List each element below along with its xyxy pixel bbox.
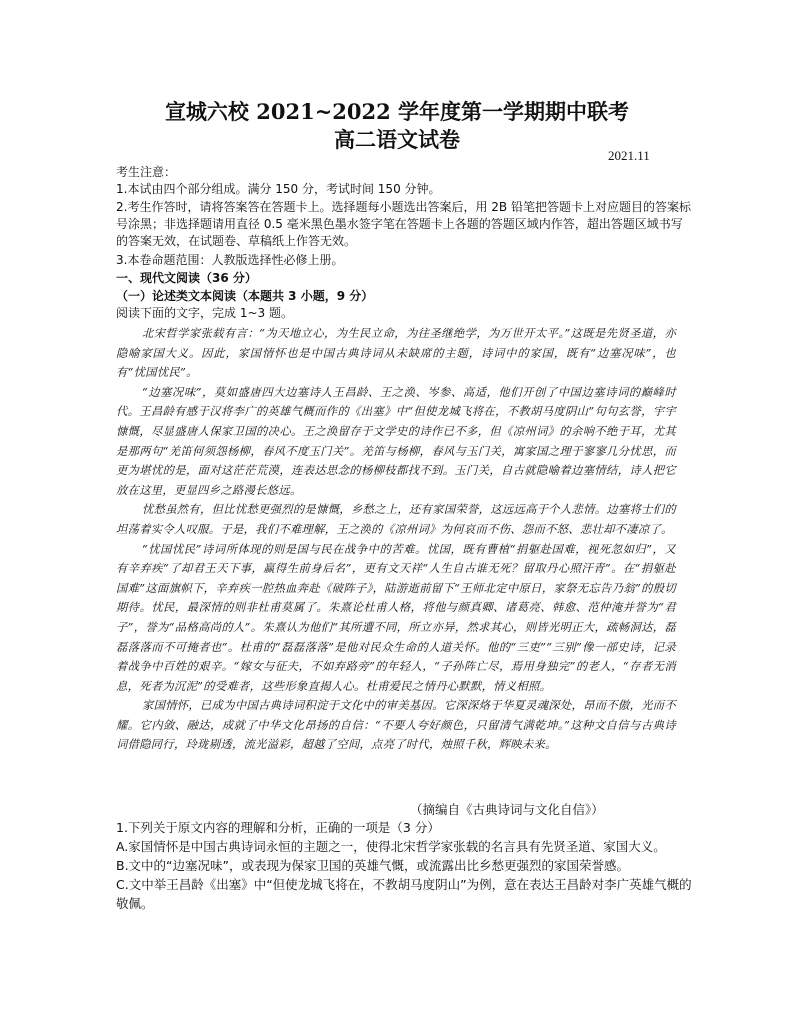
article-paragraph: “边塞况味”，莫如盛唐四大边塞诗人王昌龄、王之涣、岑参、高适，他们开创了中国边塞诗词的巅峰时代。王昌龄有感于汉将李广的英雄气概而作的《出塞》中“但使龙城飞将在，不教胡马度阴山”句句玄誉，宇宇慷慨，尽显盛唐人保家卫国的决心。王之涣留存于文学史的诗作已不多，但《凉州词》的余响不绝于耳，尤其是那两句“羌笛何须怨杨柳，春风不度玉门关”。羌笛与杨柳，春风与玉门关，寓家国之理于寥寥几分忧思，而更为堪忧的是，面对这茫茫荒漠，连表达思念的杨柳枝都找不到。玉门关，自古就隐喻着边塞情结，诗人把它放在这里，更显四乡之路漫长悠远。 [116,385,676,497]
article-paragraph: “忧国忧民”诗词所体现的则是国与民在战争中的苦难。忧国，既有曹植“捐躯赴国难，视死忽如归”，又有辛弃疾“了却君王天下事，赢得生前身后名”，更有文天祥“人生自古谁无死？留取丹心照汗青”。在“捐躯赴国难”这面旗帜下，辛弃疾一腔热血奔赴《破阵子》，陆游逝前留下“王师北定中原日，家祭无忘告乃翁”的殷切期待。忧民，最深情的则非杜甫莫属了。朱熹论杜甫人格，将他与颜真卿、诸葛亮、韩愈、范仲淹并誉为“君子”，誉为“品格高尚的人”。朱熹认为他们“其所遭不同，所立亦异，然求其心，则皆光明正大，疏畅洞达，磊磊落落而不可掩者也”。杜甫的“磊磊落落”是他对民众生命的人道关怀。他的“三吏”“三别”像一部史诗，记录着战争中百姓的艰辛。“嫁女与征夫，不如弃路旁”的年轻人，“子孙阵亡尽，焉用身独完”的老人，“存者无消息，死者为沉泥”的受难者，这些形象直揭人心。杜甫爱民之情丹心默默，情义相照。 [116,542,676,693]
question-stem: 1.下列关于原文内容的理解和分析，正确的一项是（3 分） [116,820,440,835]
article-text [116,324,676,755]
exam-subtitle: 高二语文试卷 [334,127,460,152]
section-subtitle: （一）论述类文本阅读（本题共 3 小题，9 分） [116,289,374,303]
notice-item-2: 2.考生作答时，请将答案答在答题卡上。选择题每小题选出答案后，用 2B 铅笔把答题卡上对应题目的答案标号涂黑；非选择题请用直径 0.5 毫米黑色墨水签字笔在答题卡上各题的答题区域内作答，超出答题区域书写的答案无效，在试题卷、草稿纸上作答无效。 [116,200,691,248]
option-b: B.文中的“边塞况味”，或表现为保家卫国的英雄气慨，或流露出比乡愁更强烈的家国荣誉感。 [116,858,630,873]
notice-item-1: 1.本试由四个部分组成。满分 150 分，考试时间 150 分钟。 [116,182,441,196]
reading-instruction: 阅读下面的文字，完成 1~3 题。 [116,306,293,320]
article-paragraph: 家国情怀，已成为中国古典诗词积淀于文化中的审美基因。它深深烙于华夏灵魂深处，昂而不傲，光而不耀。它内敛、融达，成就了中华文化昂扬的自信：“不要人夸好颜色，只留清气满乾坤。”这种文自信与古典诗词借隐同行，玲珑剔透，流光溢彩，超越了空间，点亮了时代，烛照千秋，辉映未来。 [116,699,676,752]
notice-item-3: 3.本卷命题范围：人教版选择性必修上册。 [116,253,344,267]
section-title: 一、现代文阅读（36 分） [116,271,257,285]
notice-heading: 考生注意： [116,165,177,179]
article-paragraph: 北宋哲学家张载有言：“为天地立心，为生民立命，为往圣继绝学，为万世开太平。”这既是先贤圣道，亦隐喻家国大义。因此，家国情怀也是中国古典诗词从未缺席的主题，诗词中的家国，既有“边塞况味”，也有“忧国忧民”。 [116,327,676,380]
question-1 [116,818,694,913]
exam-title: 宣城六校 2021~2022 学年度第一学期期中联考 [164,99,630,124]
option-c: C.文中举王昌龄《出塞》中“但使龙城飞将在，不教胡马度阴山”为例，意在表达王昌龄对李广英雄气概的敬佩。 [116,877,692,911]
exam-date: 2021.11 [608,148,650,163]
article-source: （摘编自《古典诗词与文化自信》） [410,802,604,817]
option-a: A.家国情怀是中国古典诗词永恒的主题之一，使得北宋哲学家张载的名言具有先贤圣道、家国大义。 [116,839,666,854]
article-paragraph: 忧愁虽然有，但比忧愁更强烈的是慷慨，乡愁之上，还有家国荣誉，这远远高于个人悲情。边塞将士们的坦荡着实令人叹服。于是，我们不难理解，王之涣的《凉州词》为何哀而不伤、怨而不怒、悲壮却不凄凉了。 [116,503,676,536]
